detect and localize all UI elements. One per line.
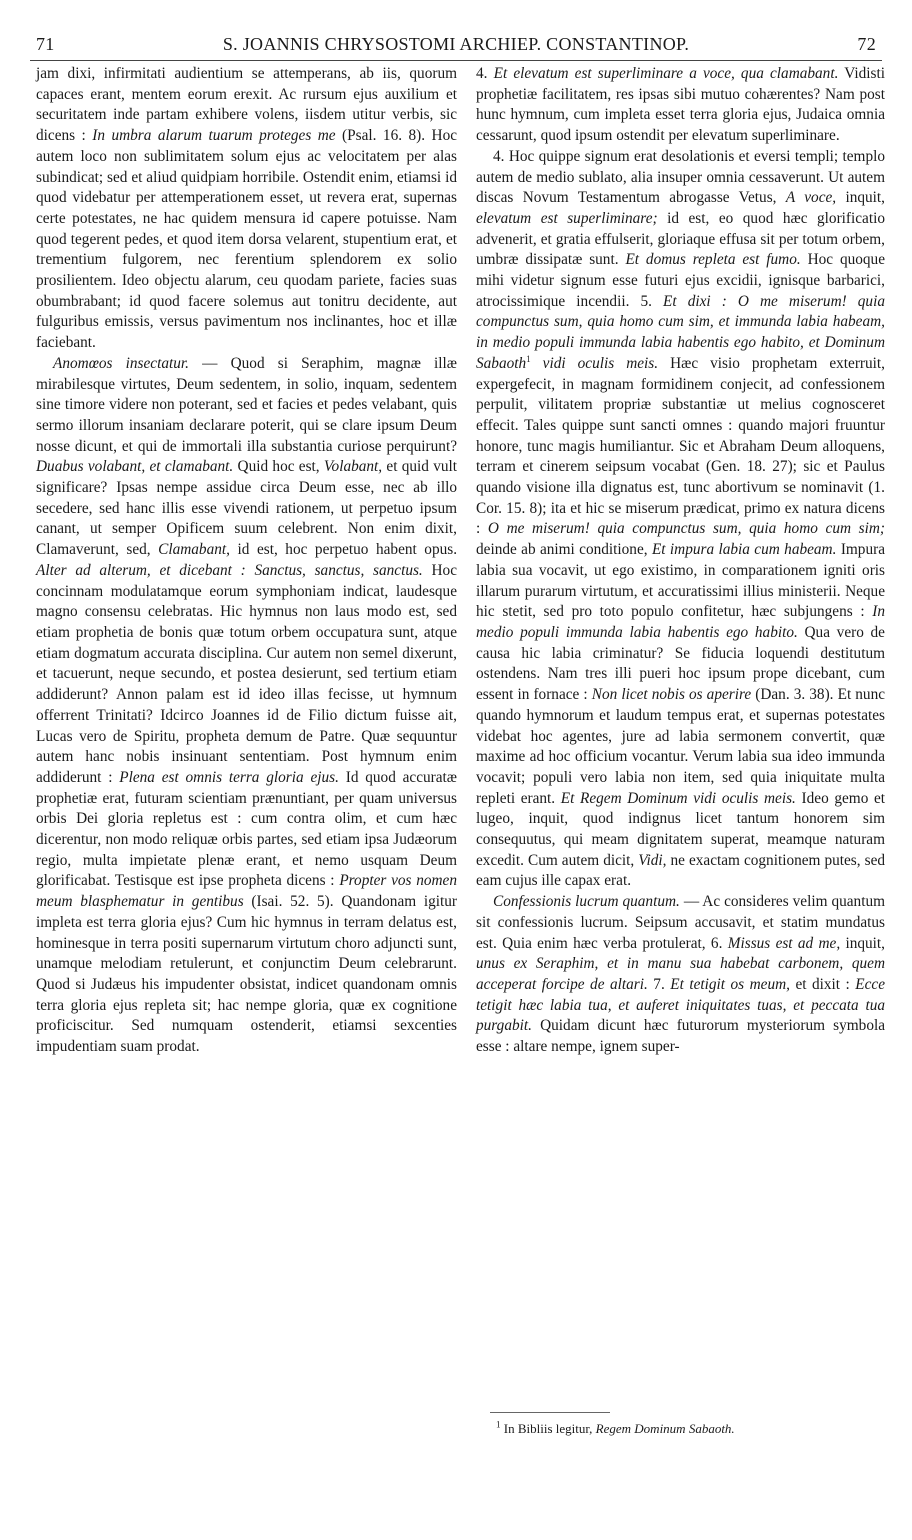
footnote-marker[interactable]: 1: [526, 353, 531, 364]
citation: (Dan. 3. 38).: [755, 686, 834, 704]
page-number-right: 72: [857, 34, 876, 54]
verse-number: 5.: [640, 292, 652, 310]
scripture-quote: Duabus volabant, et clamabant.: [36, 458, 234, 476]
paragraph: jam dixi, infirmitati audientium se attemperans, ab iis, quorum capaces erant, mentem eorum erexit. Ac rursum ejus auxilium et securitatem inde partam exhibere volens, iisdem utitur verbis, sic dicens : In umbra alarum tuarum proteges me (Psal. 16. 8). Hoc autem loco non sublimitatem solum ejus ac velocitatem per alas subindicat; sed et aliud quidpiam horribile. Ostendit enim, etiamsi id quod videbatur per attemperationem esset, ut revera erat, supernas certe potestates, ne hac quidem mensura id capere potuisse. Nam quod tegerent pedes, et quod item dorsa velarent, stupentium erat, et trementium fulgorem, nec ferentium splendorem ex solio prosilientem. Ideo objectu alarum, ceu quodam pariete, facies suas obumbrabant; id quod facere solemus aut tonitru decidente, aut fulguribus emissis, versus pavimentum nos inclinantes, hoc et illæ faciebant.: [36, 65, 458, 352]
scripture-quote: Non licet nobis os aperire: [591, 686, 752, 704]
footnote-divider: [490, 1412, 610, 1413]
scripture-quote: Ecce tetigit hæc labia tua, et auferet iniquitates tuas, et peccata tua purgabit.: [476, 975, 886, 1035]
paragraph: Anomœos insectatur. — Quod si Seraphim, magnæ illæ mirabilesque virtutes, Deum sedentem, in solio, inquam, sedentem sine timore videre non poterant, sed et facies et pedes velabant, quis sermo illorum insaniam declarare poterit, qui se clare ipsum Deum nosse dicunt, et qui de immortali illa substantia curiose perquirunt? Duabus volabant, et clamabant. Quid hoc est, Volabant, et quid vult significare? Ipsas nempe assidue circa Deum esse, nec ab illo secedere, sed hanc illis esse vivendi rationem, ut perpetuo ipsum canant, ut semper Opificem suum celebrent. Non enim dixit, Clamaverunt, sed, Clamabant, id est, hoc perpetuo habent opus. Alter ad alterum, et dicebant : Sanctus, sanctus, sanctus. Hoc concinnam modulatamque eorum symphoniam indicat, laudesque magno consensu celebratas. Hic hymnus non laus modo est, sed etiam prophetia de bonis quæ totum orbem occupatura sunt, atque etiam dogmatum accurata disciplina. Cur autem non semel dixerunt, et tacuerunt, neque secundo, et postea desierunt, sed tertium etiam addiderunt? Annon palam est id ideo illas fecisse, ut hymnum offerrent Trinitati? Idcirco Joannes id de Filio dictum fuisse ait, Lucas vero de Spiritu, propheta demum de Patre. Quæ sequuntur autem hanc nobis insinuant sententiam. Post hymnum enim addiderunt : Plena est omnis terra gloria ejus. Id quod accuratæ prophetiæ erat, futuram scientiam prænuntiant, per quam universus orbis Dei gloria repletus est : cum contra olim, et cum hæc dicerentur, non modo reliquæ orbis partes, sed etiam ipsa Judæorum regio, multa impietate plenæ erant, et nemo usquam Deum glorificabat. Testisque est ipse propheta dicens : Propter vos nomen meum blasphematur in gentibus (Isai. 52. 5). Quandonam igitur impleta est terra gloria ejus? Cum hic hymnus in terram delatus est, hominesque in terra positi supernarum virtutum choro adjuncti sunt, unamque melodiam retulerunt, et conjunctim Deum celebrarunt. Quod si Judæus his impudenter obsistat, indicet quandonam omnis terra gloria ejus repleta sit; hac nempe gloria, quæ ex cognitione proficiscitur. Sed numquam ostenderit, etiamsi sexcenties impudentiam suam prodat.: [36, 354, 458, 1056]
scripture-quote: Volabant,: [323, 458, 383, 476]
section-heading: Confessionis lucrum quantum.: [493, 893, 680, 911]
left-column: [36, 64, 457, 1058]
scripture-quote: Alter ad alterum, et dicebant : Sanctus, sanctus, sanctus.: [36, 561, 423, 579]
scripture-quote: elevatum est superliminare;: [476, 209, 658, 227]
paragraph: Confessionis lucrum quantum. — Ac consideres velim quantum sit confessionis lucrum. Seipsum accusavit, et statim mundatus est. Quia enim hæc verba protulerat, 6. Missus est ad me, inquit, unus ex Seraphim, et in manu sua habebat carbonem, quem acceperat forcipe de altari. 7. Et tetigit os meum, et dixit : Ecce tetigit hæc labia tua, et auferet iniquitates tuas, et peccata tua purgabit. Quidam dicunt hæc futurorum mysteriorum symbola esse : altare nempe, ignem super-: [476, 893, 886, 1056]
citation: (1. Cor. 15. 8);: [476, 479, 885, 517]
scripture-quote: Et elevatum est superliminare a voce, qua clamabant.: [493, 65, 839, 82]
citation: (Gen. 18. 27);: [705, 458, 797, 476]
scripture-quote: unus ex Seraphim, et in manu sua habebat carbonem, quem acceperat forcipe de altari.: [476, 955, 885, 993]
scripture-quote: Et impura labia cum habeam.: [651, 541, 837, 559]
page-number-left: 71: [36, 34, 55, 54]
section-heading: Anomœos insectatur.: [53, 354, 189, 372]
scripture-quote: Vidi,: [638, 851, 667, 869]
paragraph: 4. Hoc quippe signum erat desolationis et eversi templi; templo autem de medio sublato, alia insuper omnia cessaverunt. Ut autem discas Novum Testamentum abrogasse Vetus, A voce, inquit, elevatum est superliminare; id est, eo quod hæc glorificatio advenerit, et gratia effulserit, gloriaque effusa sit per totum orbem, umbræ dissipatæ sunt. Et domus repleta est fumo. Hoc quoque mihi videtur signum esse futuri ejus excidii, ignisque barbarici, atrocissimique incendii. 5. Et dixi : O me miserum! quia compunctus sum, quia homo cum sim, et immunda labia habeam, in medio populi immunda labia habentis ego habito, et Dominum Sabaoth$^1$ vidi oculis meis. Hæc visio prophetam exterruit, expergefecit, in magnam formidinem conjecit, ad confessionem perpulit, vilitatem propriæ substantiæ ut melius cognosceret effecit. Tales quippe sunt sancti omnes : quando majori fruuntur honore, tunc magis humiliantur. Sic et Abraham Deum alloquens, terram et cinerem seipsum vocabat (Gen. 18. 27); sic et Paulus quando visione illa dignatus est, tunc abortivum se nominavit (1. Cor. 15. 8); ita et hic se miserum prædicat, primo ex natura dicens : O me miserum! quia compunctus sum, quia homo cum sim; deinde ab animi conditione, Et impura labia cum habeam. Impura labia sua vocavit, ut ego existimo, in comparationem igniti oris illarum purarum virtutum, et accuratissimi illius ministerii. Neque hic stetit, sed pro toto populo confitetur, hæc subjungens : In medio populi immunda labia habentis ego habito. Qua vero de causa hic labia criminatur? Se fiducia loquendi destitutum ostendens. Nam tres illi pueri hoc ipsum prope dicebant, cum essent in fornace : Non licet nobis os aperire (Dan. 3. 38). Et nunc quando hymnorum et laudum tempus erat, et supernas potestates videbat hoc agentes, jure ad labia sermonem convertit, quæ maxime ad hoc officium vocantur. Verum labia sua ideo immunda vocavit; populi vero labia non item, sed quia iniquitate multa repleti erant. Et Regem Dominum vidi oculis meis. Ideo gemo et lugeo, inquit, quod indignus licet tantum honorem sim consequutus, qui meam dignitatem superat, meamque naturam excedit. Cum autem dicit, Vidi, ne exactam cognitionem putes, sed eam cujus ille capax erat.: [476, 147, 886, 890]
running-header: [30, 34, 882, 61]
scripture-quote: A voce,: [785, 189, 837, 207]
footnote: $^1$ In Bibliis legitur, Regem Dominum Sabaoth.: [496, 1419, 735, 1436]
scripture-quote: O me miserum! quia compunctus sum, quia homo cum sim;: [487, 520, 885, 538]
citation: (Isai. 52. 5).: [251, 893, 334, 911]
scripture-quote: Missus est ad me,: [727, 934, 841, 952]
verse-number: 4.: [493, 147, 505, 165]
scripture-quote: In medio populi immunda labia habentis ego habito.: [476, 603, 885, 641]
scripture-quote: Clamabant,: [158, 541, 230, 559]
scripture-quote: Et tetigit os meum,: [670, 975, 790, 993]
scripture-quote: Plena est omnis terra gloria ejus.: [119, 768, 339, 786]
scripture-quote: Et domus repleta est fumo.: [625, 251, 801, 269]
scripture-quote: vidi oculis meis.: [542, 354, 659, 372]
scripture-quote: Et Regem Dominum vidi oculis meis.: [560, 789, 796, 807]
scripture-quote: Propter vos nomen meum blasphematur in gentibus: [36, 872, 457, 911]
citation: (Psal. 16. 8).: [342, 127, 426, 145]
scripture-quote: Et dixi : O me miserum! quia compunctus sum, quia homo cum sim, et immunda labia habeam, in medio populi immunda labia habentis ego habito, et Dominum Sabaoth: [476, 292, 885, 372]
scripture-quote: In umbra alarum tuarum proteges me: [92, 127, 336, 145]
verse-number: 7.: [653, 975, 665, 993]
running-title: S. JOANNIS CHRYSOSTOMI ARCHIEP. CONSTANTINOP.: [222, 34, 690, 54]
paragraph: 4. Et elevatum est superliminare a voce, qua clamabant. Vidisti prophetiæ facilitatem, res ipsas sibi mutuo cohærentes? Nam post hunc hymnum, cum impleta esset terra gloria ejus, Judaica omnia cessarunt, quod ipsum ostendit per elevatum superliminare.: [476, 65, 885, 145]
verse-number: 4.: [476, 65, 488, 82]
right-column: [476, 64, 885, 1058]
footnote-number: 1: [496, 1419, 501, 1430]
